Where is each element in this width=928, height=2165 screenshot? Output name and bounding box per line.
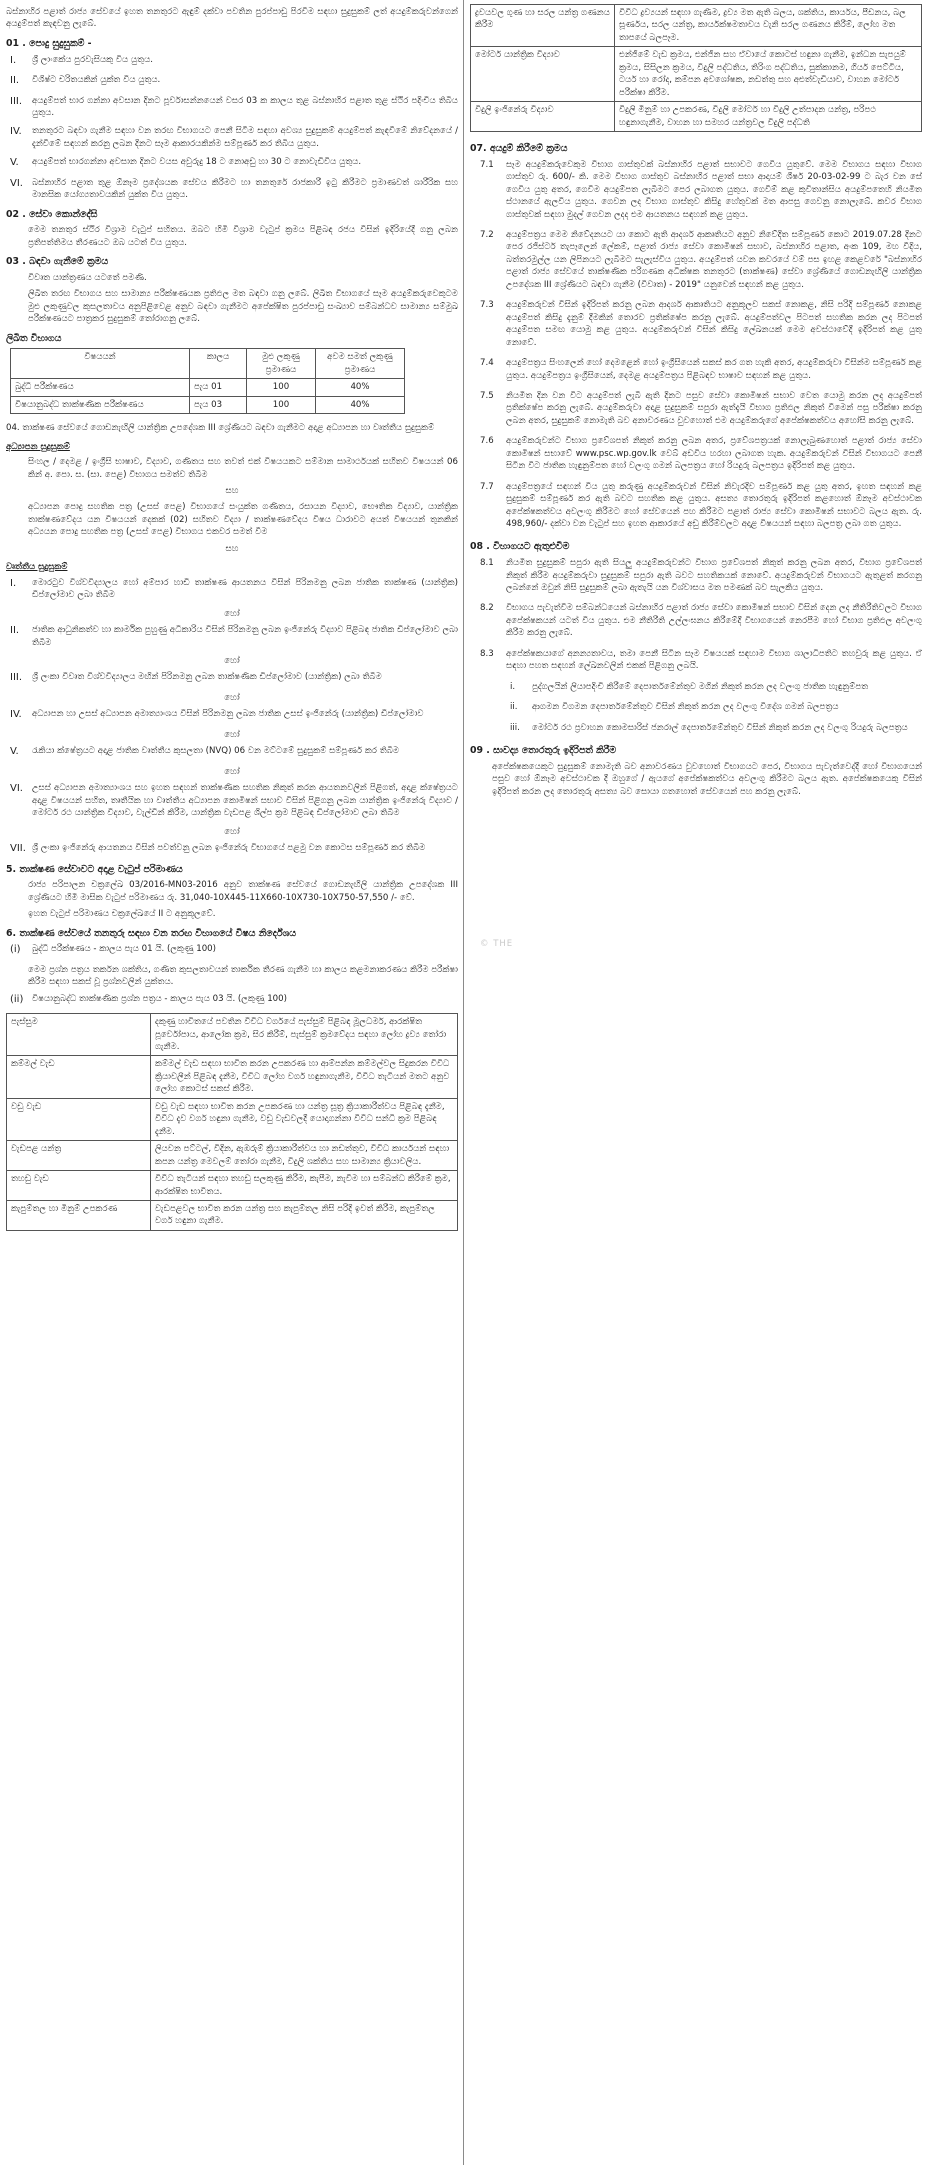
list-item: [6, 708, 458, 723]
table-cell: එන්ජිමේ වැඩ ක්‍රමය, එන්ජින සහ ඒවායේ කොටස් හඳුනා ගැනීම, ඉන්ධන සැපයුම් ක්‍රමය, සිසිලන ක්‍රමය, විදුලි පද්ධතිය, තිරිංග පද්ධතිය, සුක්කානම, ගියර් පෙට්ටිය, ටයර් හා රෝද, කම්පන අවශෝෂක, නඩත්තු සහ අළුත්වැඩියාව, වාහන මෝටර් පරීක්ෂා කිරීම.: [615, 47, 922, 102]
item-text: උසස් අධ්‍යාපන අමාත්‍යාංශය සහ ඉහත සඳහන් තාක්ෂණික සහතික නිකුත් කරන ආයතනවලින් පිළිගත්, අදාළ ක්ෂේත්‍රයට අදාළ විෂයයන් සහිත, තෘතීයික හා වෘත්තීය අධ්‍යාපන කොමිෂන් සභාව විසින් පිළිගනු ලබන යාන්ත්‍රික ඉංජිනේරු විද්‍යාව / මෝටර් රථ යාන්ත්‍රික විද්‍යාව, වැල්ඩින් කිරීම, යාන්ත්‍රික වැඩපළ ශිල්ප ක්‍රම පිළිබඳ ඩිප්ලෝමාව ලබා තිබීම: [32, 783, 458, 819]
list-item: [6, 177, 458, 202]
item-number: 7.7: [480, 481, 494, 492]
item-text: විශිෂ්ට චරිතයකින් යුක්ත විය යුතුය.: [32, 75, 161, 86]
syllabus-table: [6, 1013, 458, 1231]
salary-note: ඉහත වැටුප් පරිමාණය චක්‍රලේඛයේ II ට අනුකූලවේ.: [28, 909, 216, 920]
item-number: VI.: [10, 783, 23, 795]
list-item: [470, 602, 922, 639]
and-separator: සහ: [225, 543, 239, 554]
table-cell: 100: [247, 396, 316, 413]
syllabus-part-ii: [6, 993, 458, 1008]
or-separator: හෝ: [224, 729, 240, 740]
table-row: [471, 5, 922, 47]
part-label: (ii): [10, 993, 24, 1005]
item-text: ජාතික ආධුනිකත්ව හා කාර්මික පුහුණු අධිකාරිය විසින් පිරිනමනු ලබන ඉංජිනේරු විද්‍යාව පිළිබඳ ජාතික ඩිප්ලෝමාව ලබා තිබීම: [32, 625, 458, 648]
table-cell: කම්මල් වැඩ: [7, 1056, 151, 1098]
table-cell: විදුලි ඉංජිනේරු විද්‍යාව: [471, 102, 615, 132]
item-text: මොරටුව විශ්වවිද්‍යාලය හෝ අම්පාර හාඩි තාක්ෂණ ආයතනය විසින් පිරිනමනු ලබන ජාතික තාක්ෂණ (යාන්ත්‍රික) ඩිප්ලෝමාව ලබා තිබීම: [32, 577, 458, 601]
item-number: 8.3: [480, 648, 494, 659]
table-header-row: [11, 349, 405, 379]
list-item: [470, 229, 922, 291]
section-02-title: 02 . සේවා කොන්දේසි: [6, 208, 98, 220]
table-row: [11, 396, 405, 413]
list-item: [470, 648, 922, 673]
item-number: VII.: [10, 843, 26, 855]
table-cell: මෝටර් යාන්ත්‍රික විද්‍යාව: [471, 47, 615, 102]
table-cell: විෂයානුබද්ධ තාක්ෂණික පරීක්ෂණය: [11, 396, 190, 413]
item-text: ආගමන විගමන දෙපාර්තමේන්තුව විසින් නිකුත් කරන ලද වලංගු විදේශ ගමන් බලපත්‍රය: [532, 702, 839, 713]
table-cell: වැඩපළවල භාවිත කරන යන්ත්‍ර සහ කැපුම්තල නිසි පරිදි ඉවත් කිරීම, කැපුම්තල වර්ග හඳුනා ගැනීම.: [151, 1200, 458, 1230]
or-separator: හෝ: [224, 766, 240, 777]
table-cell: 100: [247, 379, 316, 396]
list-item: [6, 156, 458, 171]
item-text: අපේක්ෂකයාගේ අනන්‍යතාවය, තමා පෙනී සිටින සෑම විෂයයක් සඳහාම විභාග ශාලාධිපතිට තහවුරු කළ යුතුය. ඒ සඳහා පහත සඳහන් ලේඛනවලින් එකක් පිළිගනු ලබයි.: [506, 648, 922, 672]
list-item: [6, 782, 458, 819]
table-cell: වඩු වැඩ: [7, 1098, 151, 1140]
salary-scale-text: රාජ්‍ය පරිපාලන චක්‍රලේඛ 03/2016-MN03-2016 අනුව තාක්ෂණ සේවයේ ගොඩනැඟිලි යාන්ත්‍රික උපදේශක III ශ්‍රේණියට හිමි මාසික වැටුප් පරිමාණය රු. 31,040-10X445-11X660-10X730-10X750-57,550 /- වේ.: [28, 880, 458, 903]
false-information-text: අපේක්ෂකයෙකුට සුදුසුකම් නොමැති බව අනාවරණය වුවහොත් විභාගයට පෙර, විභාගය පැවැත්වෙද්දී හෝ විභාගයෙන් පසුව හෝ ඕනෑම අවස්ථාවක දී ඔහුගේ / ඇයගේ අපේක්ෂකත්වය අවලංගු කිරීමට බලය ඇත. අපේක්ෂකයෙකු විසින් ඉදිරිපත් කරන ලද තොරතුරු අසත්‍ය බව සොයා ගතහොත් සේවයෙන් පහ කරනු ලැබේ.: [492, 761, 922, 797]
section-09-title: 09 . සාවද්‍ය තොරතුරු ඉදිරිපත් කිරීම: [470, 745, 617, 757]
item-text: තනතුරට බඳවා ගැනීම සඳහා වන තරඟ විභාගයට පෙනී සිටීම සඳහා අවශ්‍ය සුදුසුකම් අයදුම්පත් කැඳවීමේ නිවේදනයේ / දැන්වීමේ සඳහන් කරනු ලබන දිනට සෑම ආකාරයකින්ම සම්පූර්ණ කර තිබිය යුතුය.: [32, 126, 458, 149]
list-item: [6, 842, 458, 857]
table-row: [471, 47, 922, 102]
table-row: [7, 1014, 458, 1056]
item-text: රැකියා ක්ෂේත්‍රයට අදාළ ජාතික වෘත්තීය කුසලතා (NVQ) 06 වන මට්ටමේ සුදුසුකම් සම්පූර්ණ කර තිබීම: [32, 746, 400, 757]
item-text: අයදුම්කරුවන්ට විභාග ප්‍රවේශපත් නිකුත් කරනු ලබන අතර, ප්‍රවේශපත්‍රයක් නොලැබුණහොත් පළාත් රාජ්‍ය සේවා කොමිෂන් සභාවේ www.psc.wp.gov.lk වෙබ් අඩවිය හරහා ලබාගත හැක. අයදුම්කරුවන් විසින් විභාගයට පෙනී සිටින විට ජාතික හැඳුනුම්පත හෝ වලංගු ගමන් බලපත්‍රය හෝ රියදුරු බලපත්‍රය ඉදිරිපත් කළ යුතුය.: [506, 436, 922, 472]
list-item: [6, 54, 458, 69]
item-number: V.: [10, 157, 19, 169]
or-separator: හෝ: [224, 826, 240, 837]
id-document-item: [510, 681, 922, 693]
table-row: [7, 1056, 458, 1098]
or-separator: හෝ: [224, 608, 240, 619]
table-cell: විවිධ ද්‍රව්‍යයන් සඳහා ගැණීම, ද්‍රව්‍ය මත ඇති බලය, ශක්තිය, කාර්යය, පීඩනය, බල සූර්ණය, සරල යන්ත්‍ර, කාර්යක්ෂමතාවය වැනි සරල ගණනය කිරීම්, ලෝහ මත තාපයේ බලපෑම.: [615, 5, 922, 47]
part-label: (i): [10, 944, 21, 956]
item-text: පුද්ගලයින් ලියාපදිංචි කිරීමේ දෙපාර්තමේන්තුව මගින් නිකුත් කරන ලද වලංගු ජාතික හැඳුනුම්පත: [532, 681, 869, 692]
section-03-title: 03 . බඳවා ගැනීමේ ක්‍රමය: [6, 256, 109, 268]
section-04-title: 04. තාක්ෂණ සේවයේ ගොඩනැඟිලි යාන්ත්‍රික උපදේශක III ශ්‍රේණියට බඳවා ගැනීමට අදාළ අධ්‍යාපන හා වෘත්තීය සුදුසුකම්: [6, 423, 435, 434]
left-column: [6, 4, 458, 1231]
table-row: [11, 379, 405, 396]
item-number: 8.2: [480, 603, 494, 614]
item-number: III.: [10, 95, 23, 107]
table-cell: කම්මල් වැඩ සඳහා භාවිත කරන උපකරණ හා ආම්පන්න කම්මල්වල සිදුකරන විවිධ ක්‍රියාවලීන් පිළිබඳ දැනීම, විවිධ ලෝහ වර්ග හඳුනාගැනීම, විවිධ තැටියන් මතට අනුව ලෝහ කොටස් සකස් කිරීම.: [151, 1056, 458, 1098]
list-item: [470, 481, 922, 531]
item-number: iii.: [510, 722, 520, 733]
item-text: අධ්‍යාපන හා උසස් අධ්‍යාපන අමාත්‍යාංශය විසින් පිරිනමනු ලබන ජාතික උසස් ඉංජිනේරු (යාන්ත්‍රික) ඩිප්ලෝමාව: [32, 709, 424, 720]
item-number: IV.: [10, 126, 22, 138]
id-document-item: [510, 722, 922, 734]
item-text: අයදුම්පත් භාර ගන්නා අවසාන දිනට පූර්වාසන්නයෙන් වසර 03 ක කාලය තුළ බස්නාහිර පළාත තුළ ස්ථිර පදිංචිය තිබිය යුතුය.: [32, 95, 458, 118]
list-item: [470, 299, 922, 349]
part-title: විෂයානුබද්ධ තාක්ෂණික ප්‍රශ්න පත්‍රය - කාලය පැය 03 යි. (ලකුණු 100): [32, 993, 287, 1004]
list-item: [470, 557, 922, 594]
table-row: [7, 1171, 458, 1201]
table-row: [7, 1098, 458, 1140]
intro-paragraph: බස්නාහිර පළාත් රාජ්‍ය සේවයේ ඉහත තනතුරට ඇඳුම් දක්වා පවතින පුරප්පාඩු පිරවීම සඳහා සුදුසුකම් ලත් අයදුම්කරුවන්ගෙන් අයදුම්පත් කැඳවනු ලැබේ.: [6, 7, 458, 30]
item-number: I.: [10, 577, 17, 589]
table-cell: පැස්සුම: [7, 1014, 151, 1056]
table-cell: බුද්ධි පරීක්ෂණය: [11, 379, 190, 396]
recruitment-mode-text: විවෘත යාන්ත්‍රණය යටතේ පමණි.: [28, 272, 147, 283]
item-number: II.: [10, 625, 20, 637]
table-row: [7, 1200, 458, 1230]
item-number: 8.1: [480, 558, 494, 569]
item-text: නියමිත දින වන විට අයදුම්පත් ලැබී ඇති දිනට පසුව සේවා කොමිෂන් සභාව වෙත යොමු කරන ලද අයදුම්පත් ප්‍රතික්ෂේප කරනු ලැබේ. අයදුම්කරුවා අදාළ සුදුසුකම් සපුරා ඇත්දැයි විභාග ප්‍රතිඵල නිකුත් වීමෙන් පසු පරීක්ෂා කරනු ලබන අතර, සුදුසුකම් නොමැති බව අනාවරණය වුවහොත් එම අයදුම්කරුගේ අපේක්ෂකත්වය අහෝසි කරනු ලැබේ.: [506, 390, 922, 426]
list-item: [6, 74, 458, 89]
service-conditions-text: මෙම තනතුර ස්ථිර විශ්‍රාම වැටුප් සහිතය. ඔබට හිමි විශ්‍රාම වැටුප් ක්‍රමය පිළිබඳ රජය විසින් ඉදිරියේදී ගනු ලබන ප්‍රතිපත්තිමය තීරණයට ඔබ යටත් විය යුතුය.: [28, 225, 458, 248]
watermark-text: © THE: [480, 939, 514, 949]
list-item: [470, 357, 922, 382]
list-item: [470, 159, 922, 221]
exam-table: [10, 348, 405, 414]
item-number: i.: [510, 681, 516, 692]
table-cell: ලියවන පට්ටල්, විදින, ඇඹරුම් ක්‍රියාකාරීත්වය හා නඩත්තුව, විවිධ කාර්යයන් සඳහා කපන යන්ත්‍ර මෙවලම් තෝරා ගැනීම, විදුලි ශක්තිය සහ සාමාන්‍ය ක්‍රියාවලිය.: [151, 1141, 458, 1171]
table-cell: 40%: [316, 379, 405, 396]
item-number: 7.1: [480, 159, 494, 170]
and-separator: සහ: [225, 485, 239, 496]
section-01-title: 01 . පොදු සුදුසුකම් -: [6, 37, 92, 49]
list-item: [6, 577, 458, 602]
item-number: ii.: [510, 702, 518, 713]
item-number: 7.4: [480, 358, 494, 369]
item-text: බස්නාහිර පළාත තුළ ඕනෑම ප්‍රදේශයක සේවය කිරීමට හා තනතුරේ රාජකාරී ඉටු කිරීමට ප්‍රමාණවත් ශාරීරික සහ මානසික යෝග්‍යතාවයකින් යුක්ත විය යුතුය.: [32, 177, 458, 201]
column-header: මුළු ලකුණු ප්‍රමාණය: [247, 349, 316, 379]
recruitment-method-text: ලිඛිත තරඟ විභාගය සහ සාමාන්‍ය පරීක්ෂණයක ප්‍රතිඵල මත බඳවා ගනු ලබේ. ලිඛිත විභාගයේ සෑම අයදුම්කරුවෙකුටම මුළු ලකුණුවල කුසලතාවය අනුපිළිවෙළ අනුව බඳවා ගැනීමට අපේක්ෂිත පුරප්පාඩු සංඛ්‍යාව සම්බන්ධව සාමාන්‍ය සම්මුඛ පරීක්ෂණයට පාත්‍රකර සුදුසුකම් තෝරාගනු ලබේ.: [28, 289, 458, 325]
right-column: [470, 4, 922, 802]
item-text: සෑම අයදුම්කරුවෙකුම විභාග ගාස්තුවක් බස්නාහිර පළාත් සභාවට ගෙවිය යුතුවේ. මෙම විභාගය සඳහා විභාග ගාස්තුව රු. 600/- කි. මෙම විභාග ගාස්තුව බස්නාහිර පළාත් සභා ආදායම් ශීර්ෂ 20-03-02-99 ට බැර වන සේ ගෙවිය යුතු අතර, ගෙවීම අයදුම්පත ලැබීමට පෙර ලබාගත යුතුය. ගෙවීම් කළ කුවිතාන්සිය අයදුම්පතෙහි නියමිත ස්ථානයේ ඇලවිය යුතුය. ගෙවන ලද විභාග ගාස්තුව කිසිදු හේතුවක් මත ආපසු ගෙවනු නොලැබේ. කවර විභාග ගාස්තුවක් සඳහා මුදල් ගෙවන ලදද එම ආයතනය සඳහන් කළ යුතුය.: [506, 159, 922, 220]
or-separator: හෝ: [224, 692, 240, 703]
table-cell: තහඩු වැඩ: [7, 1171, 151, 1201]
table-cell: විදුලි මිනුම් හා උපකරණ, විදුලි මෝටර් හා විදුලි උත්පාදන යන්ත්‍ර, පරිපථ හඳුනාගැනීම, වාහන හා සමහර යන්ත්‍රවල විදුලි පද්ධති: [615, 102, 922, 132]
part-title: බුද්ධි පරීක්ෂණය - කාලය පැය 01 යි. (ලකුණු 100): [32, 944, 216, 955]
item-text: අයදුම්පත්‍රයේ සඳහන් විය යුතු කරුණු අයදුම්කරුවන් විසින් නිවැරදිව සම්පූර්ණ කළ යුතු අතර, ඉහත සඳහන් කළ සුදුසුකම් සම්පූර්ණ කර ඇති බවට සහතික කළ යුතුය. අසත්‍ය තොරතුරු ඉදිරිපත් කළහොත් ඕනෑම අවස්ථාවක අපේක්ෂකත්වය අවලංගු කිරීමට හෝ සේවයෙන් පහ කිරීමට පළාත් රාජ්‍ය සේවා කොමිෂන් සභාවට බලය ඇත. රු. 498,960/- දක්වා වන වැටුප් සහ ඉහත ආකාරයේ අඩු කිරීම්වලට අදාළ විෂයයන් සඳහා බලපත්‍ර ලබා ගත යුතුය.: [506, 481, 922, 530]
item-text: අයදුම්පත්‍රය සිංහලෙන් හෝ දෙමළෙන් හෝ ඉංග්‍රීසියෙන් සකස් කර ගත හැකි අතර, අයදුම්කරුවා විසින්ම සම්පූර්ණ කළ යුතුය. අයදුම්පත්‍රය ඉංග්‍රීසියෙන්, දෙමළ අයදුම්පත්‍රය පිළිබඳව භාෂාව සඳහන් කළ යුතුය.: [506, 358, 922, 381]
column-divider: [463, 0, 464, 2165]
vocational-qualifications-title: වෘත්තීය සුදුසුකම්: [6, 562, 68, 573]
item-number: 7.3: [480, 300, 494, 311]
item-number: I.: [10, 54, 17, 66]
table-row: [7, 1141, 458, 1171]
column-header: විෂයයන්: [11, 349, 190, 379]
table-row: [471, 102, 922, 132]
item-text: නියමිත සුදුසුකම් සපුරා ඇති සියලු අයදුම්කරුවන්ට විභාග ප්‍රවේශපත් නිකුත් කරනු ලබන අතර, විභාග ප්‍රවේශපත් නිකුත් කිරීම අයදුම්කරුවා සුදුසුකම් සපුරා ඇති බවට සහතිකයක් නොවේ. අයදුම්කරුවන් විභාගයට ඇතුළත් කරගනු ලබන්නේ ඔවුන් නිසි සුදුසුකම් ලබා ඇතැයි යන විශ්වාසය මත පමණක් බව සැලකිය යුතුය.: [506, 558, 922, 594]
item-text: අයදුම්පත් භාරගන්නා අවසාන දිනට වයස අවුරුදු 18 ට නොඅඩු හා 30 ට නොවැඩිවිය යුතුය.: [32, 157, 362, 168]
list-item: [470, 435, 922, 472]
table-cell: ද්‍රවයවල ගුණ හා සරල යන්ත්‍ර ගණනය කිරීම: [471, 5, 615, 47]
item-number: III.: [10, 672, 23, 684]
item-number: 7.6: [480, 436, 494, 447]
section-06-title: 6. තාක්ෂණ සේවයේ තනතුරු සඳහා වන තරඟ විභාගයේ විෂය නිර්දේශය: [6, 927, 296, 939]
or-separator: හෝ: [224, 655, 240, 666]
written-exam-title: ලිඛිත විභාගය: [6, 332, 62, 344]
table-cell: විවිධ තැටියන් සඳහා තහඩු සලකුණු කිරීම, කැපීම, නැවීම හා සම්බන්ධ කිරීමේ ක්‍රම, ආරක්ෂිත භාවිතය.: [151, 1171, 458, 1201]
item-number: IV.: [10, 709, 22, 721]
section-08-title: 08 . විභාගයට ඇතුළුවීම: [470, 541, 570, 553]
item-number: 7.5: [480, 390, 494, 401]
table-cell: කැපුම්තල හා මිනුම් උපකරණ: [7, 1200, 151, 1230]
list-item: [6, 745, 458, 760]
item-text: ශ්‍රී ලංකා ඉංජිනේරු ආයතනය විසින් පවත්වනු ලබන ඉංජිනේරු විභාගයේ පළමු වන කොටස සම්පූර්ණ කර තිබීම: [32, 843, 426, 854]
table-cell: පැය 03: [190, 396, 247, 413]
column-header: කාලය: [190, 349, 247, 379]
column-header: අවම සමත් ලකුණු ප්‍රමාණය: [316, 349, 405, 379]
item-text: විභාගය පැවැත්වීම සම්බන්ධයෙන් බස්නාහිර පළාත් රාජ්‍ය සේවා කොමිෂන් සභාව විසින් දෙන ලද නීතිරීතිවලට විභාග අපේක්ෂකයන් යටත් විය යුතුය. එම නීතිරීති උල්ලංඝනය කිරීමේදී විභාගයෙන් නෙරපීම හෝ විභාග ප්‍රතිඵල අවලංගු කිරීම කරනු ලැබේ.: [506, 603, 922, 639]
list-item: [470, 390, 922, 427]
item-text: අයදුම්පත්‍රය මෙම නිවේදනයට යා කොට ඇති ආදර්ශ ආකෘතියට අනුව නිවේදිත සම්පූර්ණ කොට 2019.07.28 දිනට පෙර රජිස්ටර් තැපෑලෙන් ලේකම්, පළාත් රාජ්‍ය සේවා කොමිෂන් සභාව, බස්නාහිර පළාත, අංක 109, මහ වීදිය, බත්තරමුල්ල යන ලිපිනයට ලැබීමට සැලැස්විය යුතුය. අයදුම්පත් යවන කවරයේ වම් පස ඉහළ කෙළවරේ "බස්නාහිර පළාත් රාජ්‍ය සේවයේ තාක්ෂණික පරිගණක අධීක්ෂක තනතුරට (තාක්ෂණ) සේවා ශ්‍රේණියේ ගොඩනැඟිලි යාන්ත්‍රික උපදේශක III ශ්‍රේණියට බඳවා ගැනීම (විවෘත) - 2019" යනුවෙන් සඳහන් කළ යුතුය.: [506, 229, 922, 290]
list-item: [6, 624, 458, 649]
syllabus-table-continued: [470, 4, 922, 132]
item-number: VI.: [10, 177, 23, 189]
item-text: ශ්‍රී ලාංකේය පුරවැසියකු විය යුතුය.: [32, 54, 153, 65]
general-qualifications-list: [6, 54, 458, 202]
table-cell: පැය 01: [190, 379, 247, 396]
item-text: ශ්‍රී ලංකා විවෘත විශ්වවිද්‍යාලය මඟින් පිරිනමනු ලබන තාක්ෂණික ඩිප්ලෝමාව (යාන්ත්‍රික) ලබා තිබීම: [32, 672, 382, 683]
list-item: [6, 95, 458, 120]
part-i-text: මෙම ප්‍රශ්න පත්‍රය තර්කන ශක්තිය, ගණිත කුසලතාවයන් තාර්කික තීරණ ගැනීම හා කාලය කළමනාකරණය කිරීම පරීක්ෂා කිරීම සඳහා සකස් වූ ප්‍රශ්නවලින් යුක්තය.: [28, 964, 458, 988]
table-cell: දකුණු හාවිතයේ පවතින විවිධ වර්ගයේ පැස්සුම් පිළිබඳ මූලධර්ම, ආරක්ෂිත පූර්වෝපාය, ආලෝක ක්‍රම, සිර කිරීම්, පැස්සුම් ක්‍රමවේදය සඳහා ලෝහ ද්‍රව්‍ය තෝරා ගැනීම.: [151, 1014, 458, 1056]
item-number: II.: [10, 75, 20, 87]
section-05-title: 5. තාක්ෂණ සේවාවට අදාළ වැටුප් පරිමාණය: [6, 863, 183, 875]
list-item: [6, 671, 458, 686]
table-cell: වැඩපළ යන්ත්‍ර: [7, 1141, 151, 1171]
list-item: [6, 125, 458, 150]
table-cell: වඩු වැඩ සඳහා භාවිත කරන උපකරණ හා යන්ත්‍ර සූත්‍ර ක්‍රියාකාරීත්වය පිළිබඳ දැනීම, විවිධ දැව වර්ග හඳුනා ගැනීම, වඩු වැඩවලදී යොදාගන්නා විවිධ සන්ධි ක්‍රම පිළිබඳ දැනීම.: [151, 1098, 458, 1140]
education-text-2: අධ්‍යාපන පොදු සහතික පත්‍ර (උසස් පෙළ) විභාගයේ සංයුක්ත ගණිතය, රසායන විද්‍යාව, භෞතික විද්‍යාව, යාන්ත්‍රික තාක්ෂණවේදය යන විෂයයන් දෙකක් (02) සහිතව විද්‍යා / තාක්ෂණවේදය විෂය ධාරාවට අයත් විෂයයන් තුනකින් අධ්‍යයන පොදු සහතික පත්‍ර (උසස් පෙළ) විභාගය එකවර සමත් වීම: [28, 502, 458, 538]
table-cell: 40%: [316, 396, 405, 413]
education-text-1: සිංහල / දෙමළ / ඉංග්‍රීසි භාෂාව, විද්‍යාව, ගණිතය සහ තවත් එක් විෂයයකට සම්මාන සාමාර්ථයක් සහිතව විෂයයන් 06 කින් අ. පො. ස. (සා. පෙළ) විභාගය සමත්ව තිබීම: [28, 457, 458, 480]
syllabus-part-i: [6, 943, 458, 958]
item-text: අයදුම්කරුවන් විසින් ඉදිරිපත් කරනු ලබන ආදර්ශ ආකෘතියට අනුකූලව සකස් නොකළ, නිසි පරිදි සම්පූර්ණ නොකළ අයදුම්පත් කිසිදු දැනුම් දීමකින් තොරව ප්‍රතික්ෂේප කරනු ලැබේ. අයදුම්පත්වල පිටපත් සහතික කරන ලද පිටපත් අයදුම්පත සමඟ යොමු කළ යුතුය. අයදුම්කරුවන් විසින් කිසිදු ලේඛනයක් මෙම අවස්ථාවේදී ඉදිරිපත් කළ යුතු නොවේ.: [506, 300, 922, 348]
education-qualifications-title: අධ්‍යාපන සුදුසුකම්: [6, 441, 70, 452]
item-text: මෝටර් රථ ප්‍රවාහන කොමසාරිස් ජනරාල් දෙපාර්තමේන්තුව විසින් නිකුත් කරන ලද වලංගු රියදුරු බලපත්‍රය: [532, 722, 908, 733]
item-number: V.: [10, 746, 19, 758]
section-07-title: 07. අයදුම් කිරීමේ ක්‍රමය: [470, 143, 568, 155]
id-document-item: [510, 701, 922, 713]
vocational-qualifications-list: [6, 577, 458, 857]
item-number: 7.2: [480, 229, 494, 240]
